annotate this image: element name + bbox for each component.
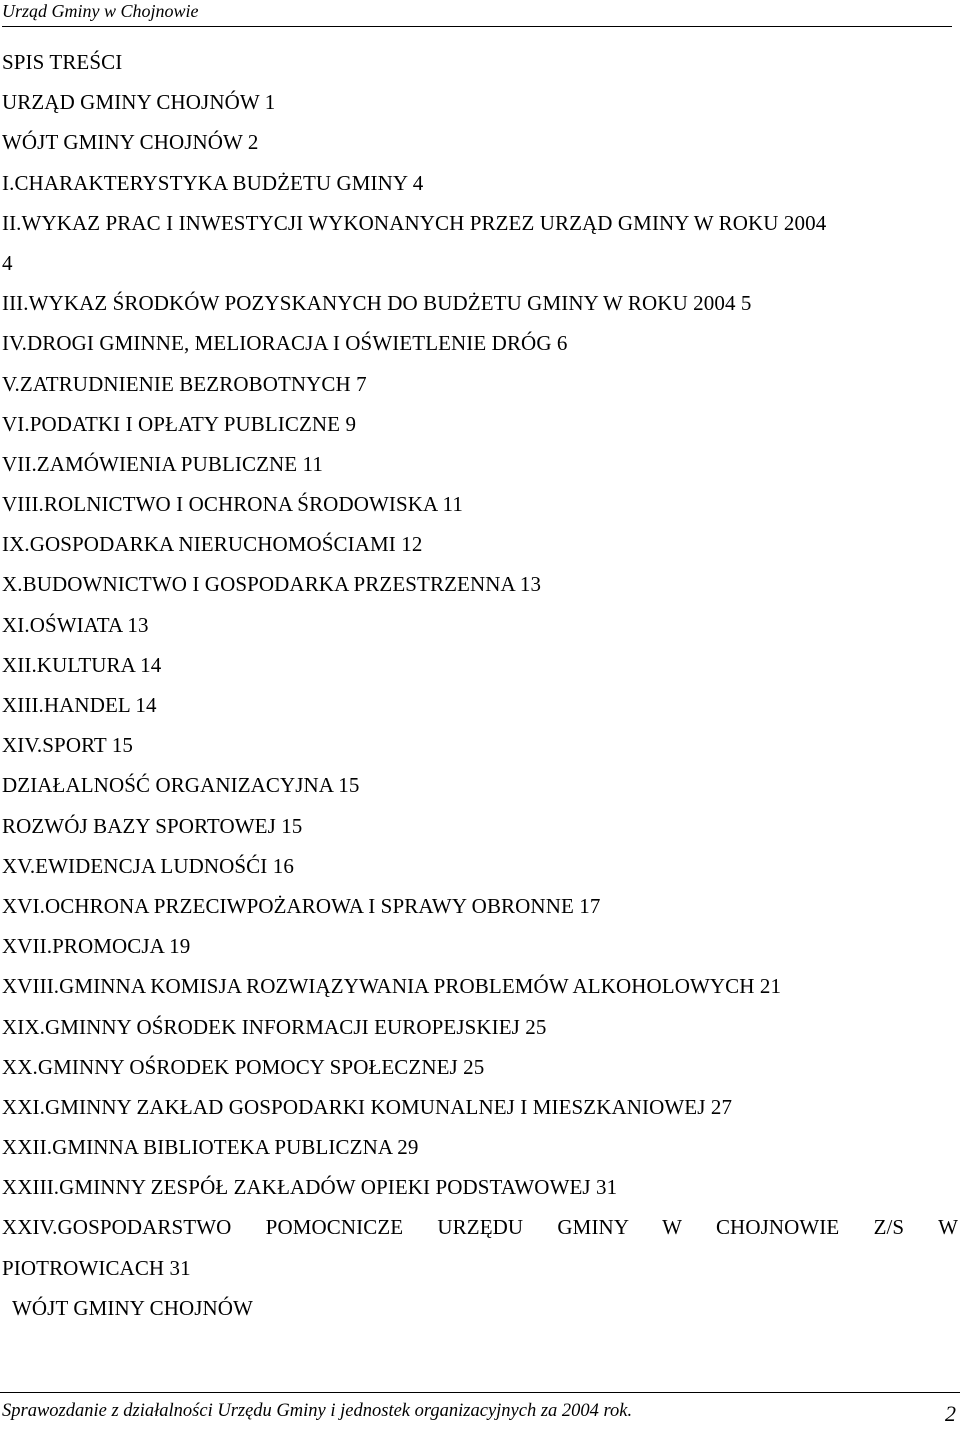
toc-entry[interactable]: I.CHARAKTERYSTYKA BUDŻETU GMINY 4 <box>2 170 424 195</box>
toc-entry[interactable]: XIV.SPORT 15 <box>2 733 134 758</box>
toc-entry[interactable]: XXIII.GMINNY ZESPÓŁ ZAKŁADÓW OPIEKI PODSTAWOWEJ 31 <box>2 1175 618 1200</box>
toc-entry[interactable]: XII.KULTURA 14 <box>2 652 162 677</box>
toc-entry[interactable]: WÓJT GMINY CHOJNÓW 2 <box>2 130 259 155</box>
toc-entry[interactable]: II.WYKAZ PRAC I INWESTYCJI WYKONANYCH PRZEZ URZĄD GMINY W ROKU 2004 <box>2 210 827 235</box>
toc-entry[interactable]: XVI.OCHRONA PRZECIWPOŻAROWA I SPRAWY OBRONNE 17 <box>2 893 601 918</box>
toc-entry[interactable]: XV.EWIDENCJA LUDNOŚĆI 16 <box>2 853 294 878</box>
toc-entry-continuation[interactable]: 4 <box>2 250 13 275</box>
toc-entry[interactable]: XXIV.GOSPODARSTWO POMOCNICZE URZĘDU GMINY W CHOJNOWIE Z/S W <box>2 1215 958 1240</box>
toc-entry[interactable]: XIX.GMINNY OŚRODEK INFORMACJI EUROPEJSKIEJ 25 <box>2 1014 547 1039</box>
header-title: Urząd Gminy w Chojnowie <box>2 1 199 21</box>
toc-entry[interactable]: XIII.HANDEL 14 <box>2 693 157 717</box>
toc-entry[interactable]: IX.GOSPODARKA NIERUCHOMOŚCIAMI 12 <box>2 532 423 557</box>
footer-text: Sprawozdanie z działalności Urzędu Gminy i jednostek organizacyjnych za 2004 rok. <box>2 1401 633 1421</box>
toc-entry[interactable]: DZIAŁALNOŚĆ ORGANIZACYJNA 15 <box>2 773 360 798</box>
page-header <box>2 0 952 27</box>
toc-heading: SPIS TREŚCI <box>2 50 123 74</box>
toc-entry[interactable]: XXI.GMINNY ZAKŁAD GOSPODARKI KOMUNALNEJ I MIESZKANIOWEJ 27 <box>2 1094 733 1119</box>
toc-entry-continuation[interactable]: PIOTROWICACH 31 <box>2 1255 191 1280</box>
toc-entry[interactable]: XVIII.GMINNA KOMISJA ROZWIĄZYWANIA PROBLEMÓW ALKOHOLOWYCH 21 <box>2 974 782 999</box>
toc-entry[interactable]: URZĄD GMINY CHOJNÓW 1 <box>2 90 276 115</box>
page-footer <box>0 1392 960 1434</box>
toc-entry[interactable]: WÓJT GMINY CHOJNÓW <box>12 1295 253 1320</box>
toc-entry[interactable]: VIII.ROLNICTWO I OCHRONA ŚRODOWISKA 11 <box>2 492 463 517</box>
toc-entry[interactable]: ROZWÓJ BAZY SPORTOWEJ 15 <box>2 813 303 838</box>
toc-entry[interactable]: IV.DROGI GMINNE, MELIORACJA I OŚWIETLENIE DRÓG 6 <box>2 331 568 356</box>
toc-entry[interactable]: XXII.GMINNA BIBLIOTEKA PUBLICZNA 29 <box>2 1135 419 1160</box>
page-number: 2 <box>945 1401 956 1426</box>
table-of-contents <box>2 48 958 1334</box>
toc-entry[interactable]: VI.PODATKI I OPŁATY PUBLICZNE 9 <box>2 411 357 436</box>
toc-entry[interactable]: X.BUDOWNICTWO I GOSPODARKA PRZESTRZENNA 13 <box>2 572 542 597</box>
toc-entry[interactable]: XVII.PROMOCJA 19 <box>2 934 191 959</box>
toc-entry[interactable]: XX.GMINNY OŚRODEK POMOCY SPOŁECZNEJ 25 <box>2 1054 485 1079</box>
toc-entry[interactable]: VII.ZAMÓWIENIA PUBLICZNE 11 <box>2 451 323 476</box>
toc-entry[interactable]: III.WYKAZ ŚRODKÓW POZYSKANYCH DO BUDŻETU GMINY W ROKU 2004 5 <box>2 291 752 316</box>
toc-entry[interactable]: V.ZATRUDNIENIE BEZROBOTNYCH 7 <box>2 371 367 396</box>
toc-entry[interactable]: XI.OŚWIATA 13 <box>2 612 149 637</box>
